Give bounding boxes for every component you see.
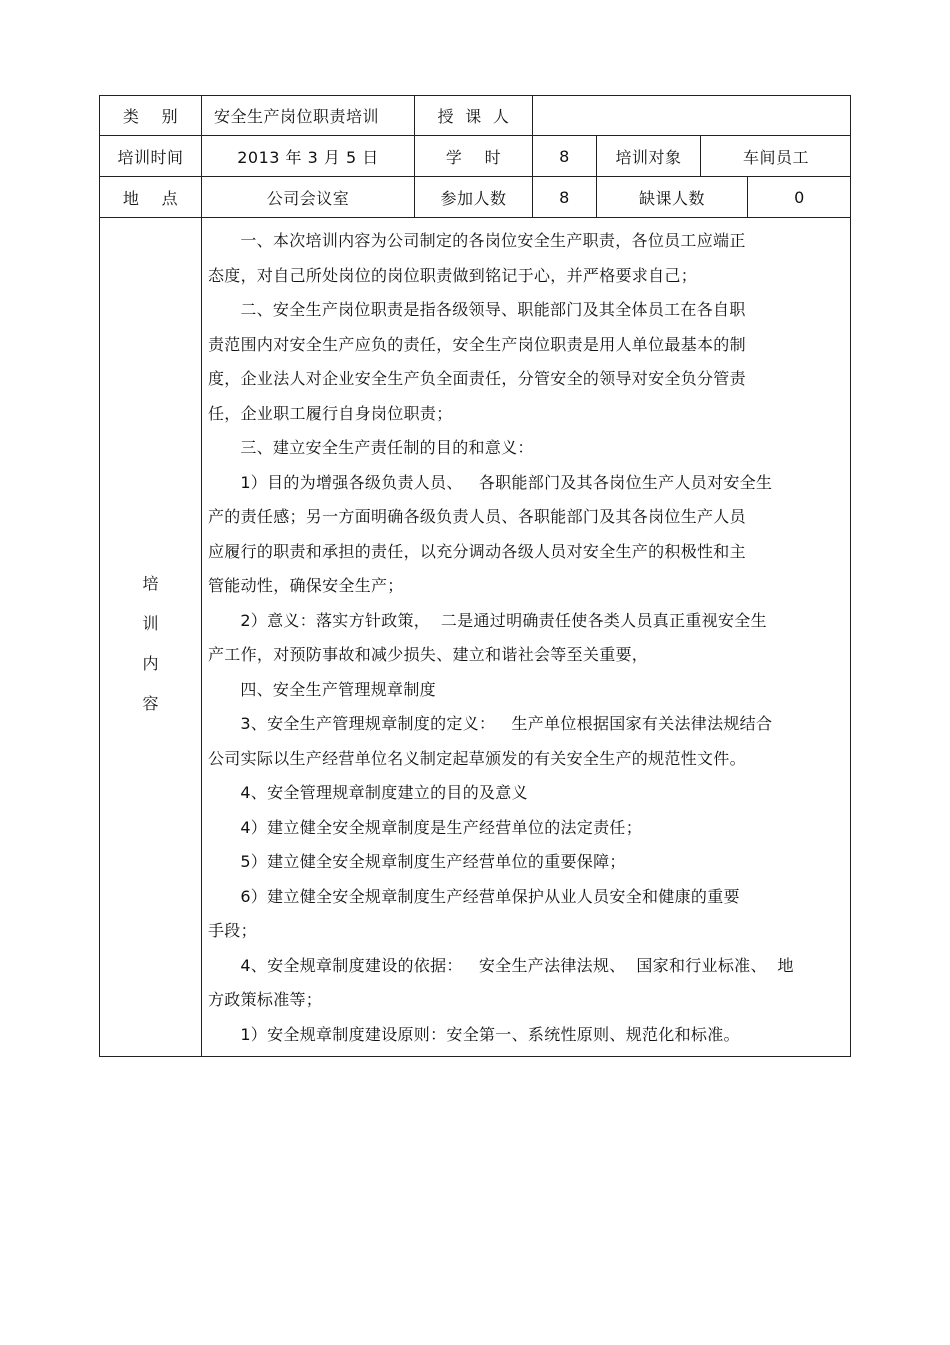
hours-label: 学 时 [445, 147, 502, 167]
label-char: 培 [142, 574, 159, 593]
content-line: 5）建立健全安全规章制度生产经营单位的重要保障； [208, 852, 626, 871]
content-line: 二、安全生产岗位职责是指各级领导、职能部门及其全体员工在各自职 [208, 300, 746, 319]
content-line: 三、建立安全生产责任制的目的和意义： [208, 438, 534, 457]
content-line: 4）建立健全安全规章制度是生产经营单位的法定责任； [208, 817, 643, 837]
content-line: 产的责任感；另一方面明确各级负责人员、各职能部门及其各岗位生产人员 [208, 507, 746, 526]
row-divider [100, 217, 851, 218]
content-line: 一、本次培训内容为公司制定的各岗位安全生产职责，各位员工应端正 [208, 231, 746, 250]
content-line: 公司实际以生产经营单位名义制定起草颁发的有关安全生产的规范性文件。 [208, 748, 746, 768]
hours-value: 8 [559, 146, 570, 166]
content-line: 态度，对自己所处岗位的岗位职责做到铭记于心，并严格要求自己； [208, 265, 698, 285]
content-line: 管能动性，确保安全生产； [208, 576, 404, 595]
label-char: 内 [142, 654, 159, 673]
content-line: 6）建立健全安全规章制度生产经营单保护从业人员安全和健康的重要 [208, 886, 740, 906]
content-line: 2）意义：落实方针政策， 二是通过明确责任使各类人员真正重视安全生 [208, 610, 767, 630]
content-line: 1）安全规章制度建设原则：安全第一、系统性原则、规范化和标准。 [208, 1024, 740, 1044]
content-line: 4、安全规章制度建设的依据： 安全生产法律法规、 国家和行业标准、 地 [208, 955, 794, 975]
label-char: 训 [142, 614, 159, 633]
instructor-label: 授 课 人 [437, 107, 510, 126]
content-line: 度，企业法人对企业安全生产负全面责任，分管安全的领导对安全负分管责 [208, 369, 746, 388]
training-content-label [100, 573, 201, 733]
content-line: 方政策标准等； [208, 990, 323, 1009]
content-line: 应履行的职责和承担的责任，以充分调动各级人员对安全生产的积极性和主 [208, 541, 746, 561]
column-divider [201, 96, 202, 1056]
content-line: 1）目的为增强各级负责人员、 各职能部门及其各岗位生产人员对安全生 [208, 472, 773, 492]
absent-value: 0 [794, 187, 805, 207]
category-label: 类 别 [122, 107, 179, 126]
instructor-value [533, 96, 851, 135]
content-line: 3、安全生产管理规章制度的定义： 生产单位根据国家有关法律法规结合 [208, 714, 773, 733]
absent-label: 缺课人数 [638, 188, 705, 208]
attendees-label: 参加人数 [440, 188, 507, 208]
content-line: 四、安全生产管理规章制度 [208, 679, 436, 699]
label-char: 容 [142, 694, 159, 713]
content-line: 手段； [208, 921, 257, 940]
training-target-label: 培训对象 [615, 147, 682, 167]
content-line: 任，企业职工履行自身岗位职责； [208, 403, 453, 423]
training-time-label: 培训时间 [117, 147, 184, 167]
content-line: 4、安全管理规章制度建立的目的及意义 [208, 783, 528, 802]
training-time-value: 2013 年 3 月 5 日 [237, 147, 379, 167]
training-target-value: 车间员工 [742, 147, 809, 167]
category-value: 安全生产岗位职责培训 [214, 107, 380, 126]
content-line: 责范围内对安全生产应负的责任，安全生产岗位职责是用人单位最基本的制 [208, 334, 746, 354]
training-content-body [208, 224, 848, 1052]
attendees-value: 8 [559, 187, 570, 207]
location-label: 地 点 [122, 188, 179, 208]
location-value: 公司会议室 [266, 188, 350, 208]
content-line: 产工作，对预防事故和减少损失、建立和谐社会等至关重要， [208, 645, 649, 664]
